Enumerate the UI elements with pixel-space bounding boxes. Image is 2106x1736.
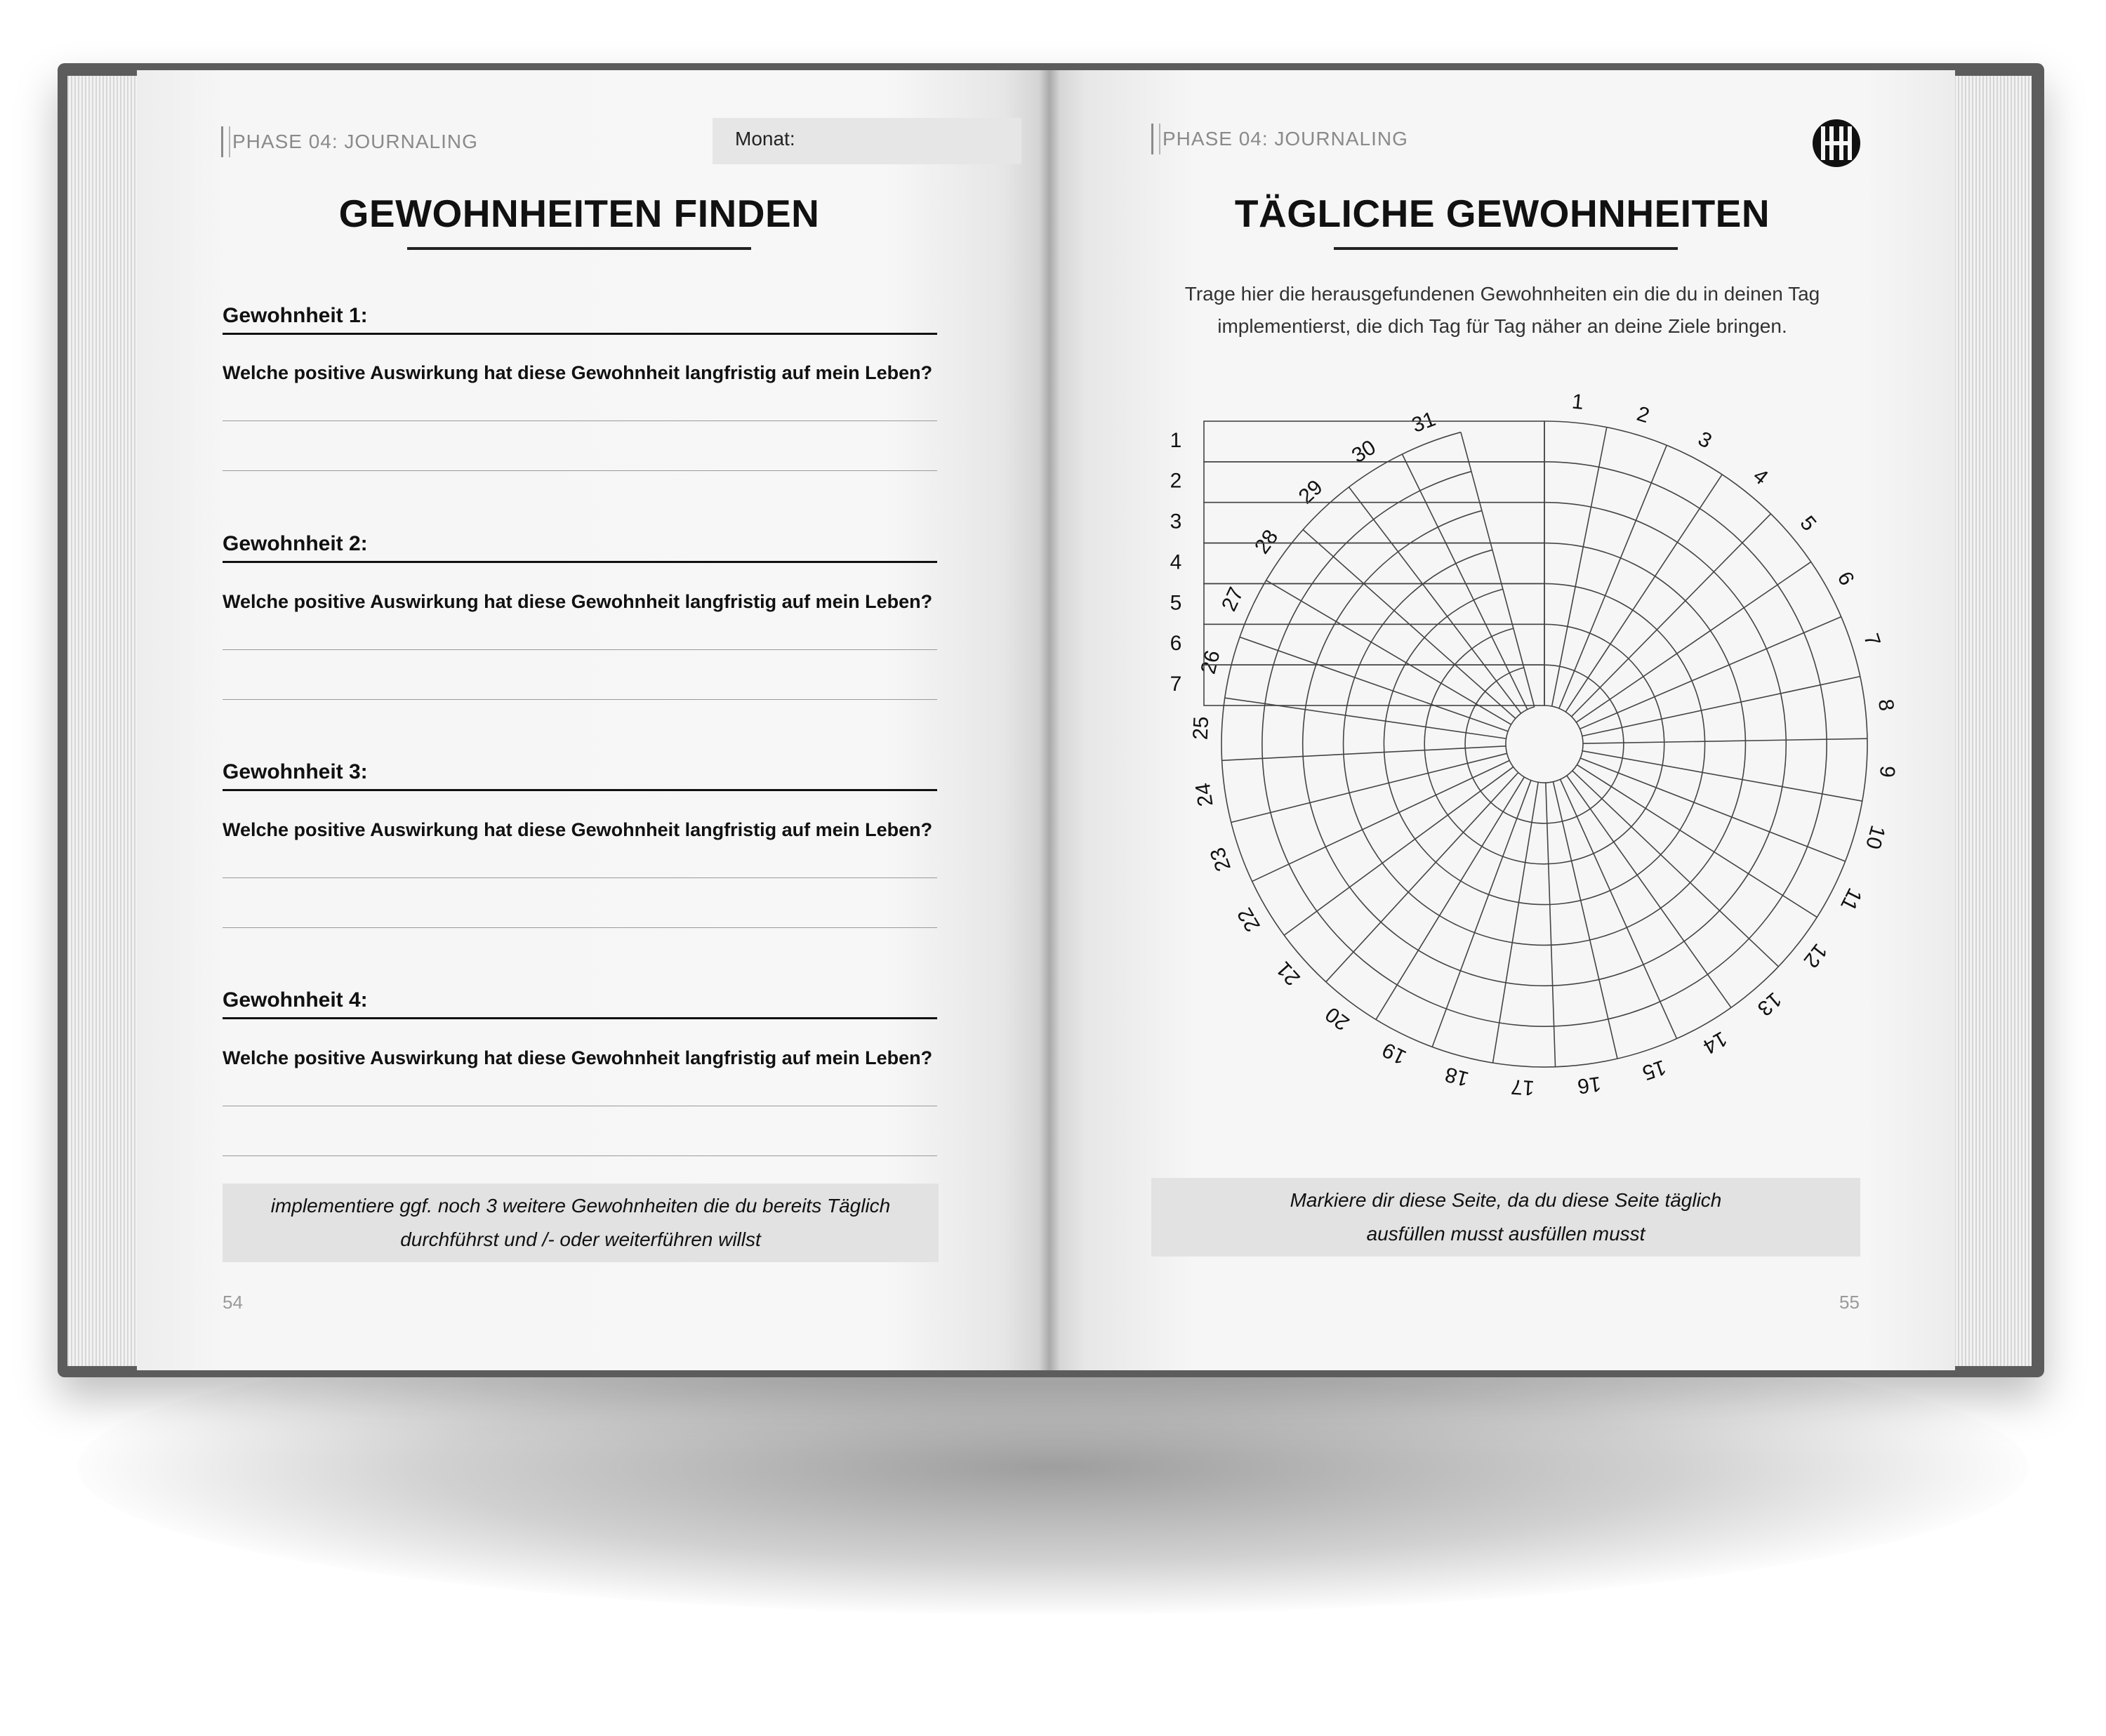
intro-line: implementierst, die dich Tag für Tag näher an deine Ziele bringen. — [1217, 315, 1787, 337]
day-label: 8 — [1874, 698, 1898, 713]
day-label: 2 — [1634, 402, 1653, 428]
habit-rule — [223, 1017, 937, 1019]
tracker-spoke — [1231, 753, 1507, 822]
habit-question: Welche positive Auswirkung hat diese Gewohnheit langfristig auf mein Leben? — [223, 362, 933, 383]
day-label: 1 — [1570, 390, 1585, 414]
note-line: implementiere ggf. noch 3 weitere Gewohnheiten die du bereits Täglich — [270, 1195, 891, 1217]
day-label: 27 — [1217, 583, 1248, 615]
habit-rule — [223, 561, 937, 563]
habit-question: Welche positive Auswirkung hat diese Gewohnheit langfristig auf mein Leben? — [223, 819, 933, 840]
page-number: 54 — [223, 1292, 243, 1313]
day-label: 6 — [1832, 567, 1859, 590]
day-label: 17 — [1510, 1075, 1535, 1100]
tracker-spoke — [1252, 760, 1510, 881]
tracker-spoke — [1582, 751, 1862, 801]
habit-rule — [223, 789, 937, 791]
day-label: 26 — [1196, 648, 1225, 677]
habit-label: Gewohnheit 4: — [223, 988, 368, 1012]
note-line: durchführst und /- oder weiterführen willst — [400, 1228, 761, 1250]
day-label: 16 — [1576, 1071, 1603, 1098]
day-label: 21 — [1271, 957, 1305, 990]
tracker-ring — [1506, 705, 1583, 783]
tracker-spoke — [1559, 445, 1667, 708]
day-label: 19 — [1379, 1038, 1410, 1069]
habit-row-number: 3 — [1170, 510, 1182, 534]
tracker-spoke — [1580, 758, 1845, 861]
page-title: GEWOHNHEITEN FINDEN — [338, 192, 820, 235]
day-label: 23 — [1205, 844, 1236, 875]
tracker-spoke — [1572, 514, 1771, 717]
writing-line[interactable] — [223, 699, 937, 700]
habit-name-box[interactable] — [1204, 543, 1544, 584]
tracker-spoke — [1240, 637, 1508, 731]
tracker-grid — [1170, 390, 1899, 1099]
habit-row-number: 5 — [1170, 591, 1182, 615]
tracker-spoke — [1225, 698, 1506, 738]
day-label: 11 — [1836, 884, 1867, 915]
tracker-spoke — [1582, 677, 1860, 736]
habit-rule — [223, 333, 937, 335]
day-label: 13 — [1753, 987, 1786, 1021]
day-label: 29 — [1294, 475, 1327, 509]
tracker-spoke — [1572, 771, 1779, 967]
writing-line[interactable] — [223, 470, 937, 471]
month-label: Monat: — [735, 128, 795, 150]
phase-header: PHASE 04: JOURNALING — [221, 131, 478, 153]
page-title: TÄGLICHE GEWOHNHEITEN — [1234, 192, 1770, 235]
habit-label: Gewohnheit 3: — [223, 760, 368, 783]
habit-label: Gewohnheit 1: — [223, 304, 368, 327]
writing-line[interactable] — [223, 1155, 937, 1156]
day-label: 28 — [1250, 525, 1283, 559]
tracker-spoke — [1222, 746, 1506, 761]
habit-question: Welche positive Auswirkung hat diese Gewohnheit langfristig auf mein Leben? — [223, 591, 933, 612]
habit-row-number: 7 — [1170, 672, 1182, 696]
tracker-spoke — [1326, 772, 1518, 981]
day-label: 31 — [1408, 407, 1439, 437]
day-label: 25 — [1188, 715, 1214, 741]
page-edges-right — [1949, 76, 2032, 1366]
day-label: 20 — [1320, 1002, 1354, 1035]
day-label: 14 — [1699, 1026, 1731, 1059]
title-underline — [407, 247, 751, 250]
day-label: 15 — [1639, 1054, 1669, 1085]
day-label: 10 — [1860, 823, 1890, 852]
tracker-spoke — [1580, 617, 1841, 729]
note-line: Markiere dir diese Seite, da du diese Seite täglich — [1290, 1189, 1722, 1211]
phase-header: PHASE 04: JOURNALING — [1151, 128, 1408, 150]
habit-row-number: 4 — [1170, 550, 1182, 574]
habit-name-box[interactable] — [1204, 462, 1544, 503]
day-label: 22 — [1233, 903, 1265, 936]
tracker-spoke — [1546, 783, 1556, 1067]
writing-line[interactable] — [223, 649, 937, 650]
tracker-spoke — [1583, 738, 1867, 743]
tracker-spoke — [1432, 781, 1531, 1047]
day-label: 9 — [1874, 764, 1900, 778]
tracker-spoke — [1552, 428, 1607, 706]
habit-tracker-diagram — [1049, 70, 1955, 1370]
day-label: 7 — [1859, 630, 1885, 649]
day-label: 24 — [1191, 781, 1218, 809]
day-label: 30 — [1347, 435, 1380, 468]
month-field[interactable] — [713, 118, 1021, 164]
note-box — [1151, 1178, 1860, 1257]
habit-name-box[interactable] — [1204, 624, 1544, 665]
writing-line[interactable] — [223, 877, 937, 878]
day-label: 4 — [1748, 464, 1773, 490]
habit-row-number: 2 — [1170, 469, 1182, 493]
intro-line: Trage hier die herausgefundenen Gewohnheiten ein die du in deinen Tag — [1184, 283, 1820, 305]
habit-label: Gewohnheit 2: — [223, 532, 368, 555]
day-label: 3 — [1694, 427, 1716, 453]
day-label: 12 — [1799, 939, 1832, 972]
day-label: 18 — [1442, 1062, 1471, 1091]
habit-row-number: 6 — [1170, 632, 1182, 656]
habit-question: Welche positive Auswirkung hat diese Gewohnheit langfristig auf mein Leben? — [223, 1047, 933, 1068]
tracker-spoke — [1553, 782, 1617, 1059]
tracker-spoke — [1493, 782, 1539, 1063]
writing-line[interactable] — [223, 927, 937, 928]
page-edges-left — [67, 76, 145, 1366]
left-page — [137, 70, 1049, 1370]
note-line: ausfüllen musst ausfüllen musst — [1366, 1223, 1645, 1245]
tracker-spoke — [1461, 432, 1535, 707]
habit-row-number: 1 — [1170, 428, 1182, 452]
writing-line[interactable] — [223, 420, 937, 421]
note-box — [223, 1184, 939, 1262]
day-label: 5 — [1795, 511, 1821, 536]
habit-name-box[interactable] — [1204, 583, 1544, 624]
right-page — [1049, 70, 1955, 1370]
page-number: 55 — [1839, 1292, 1860, 1313]
book-gutter — [1039, 70, 1060, 1370]
